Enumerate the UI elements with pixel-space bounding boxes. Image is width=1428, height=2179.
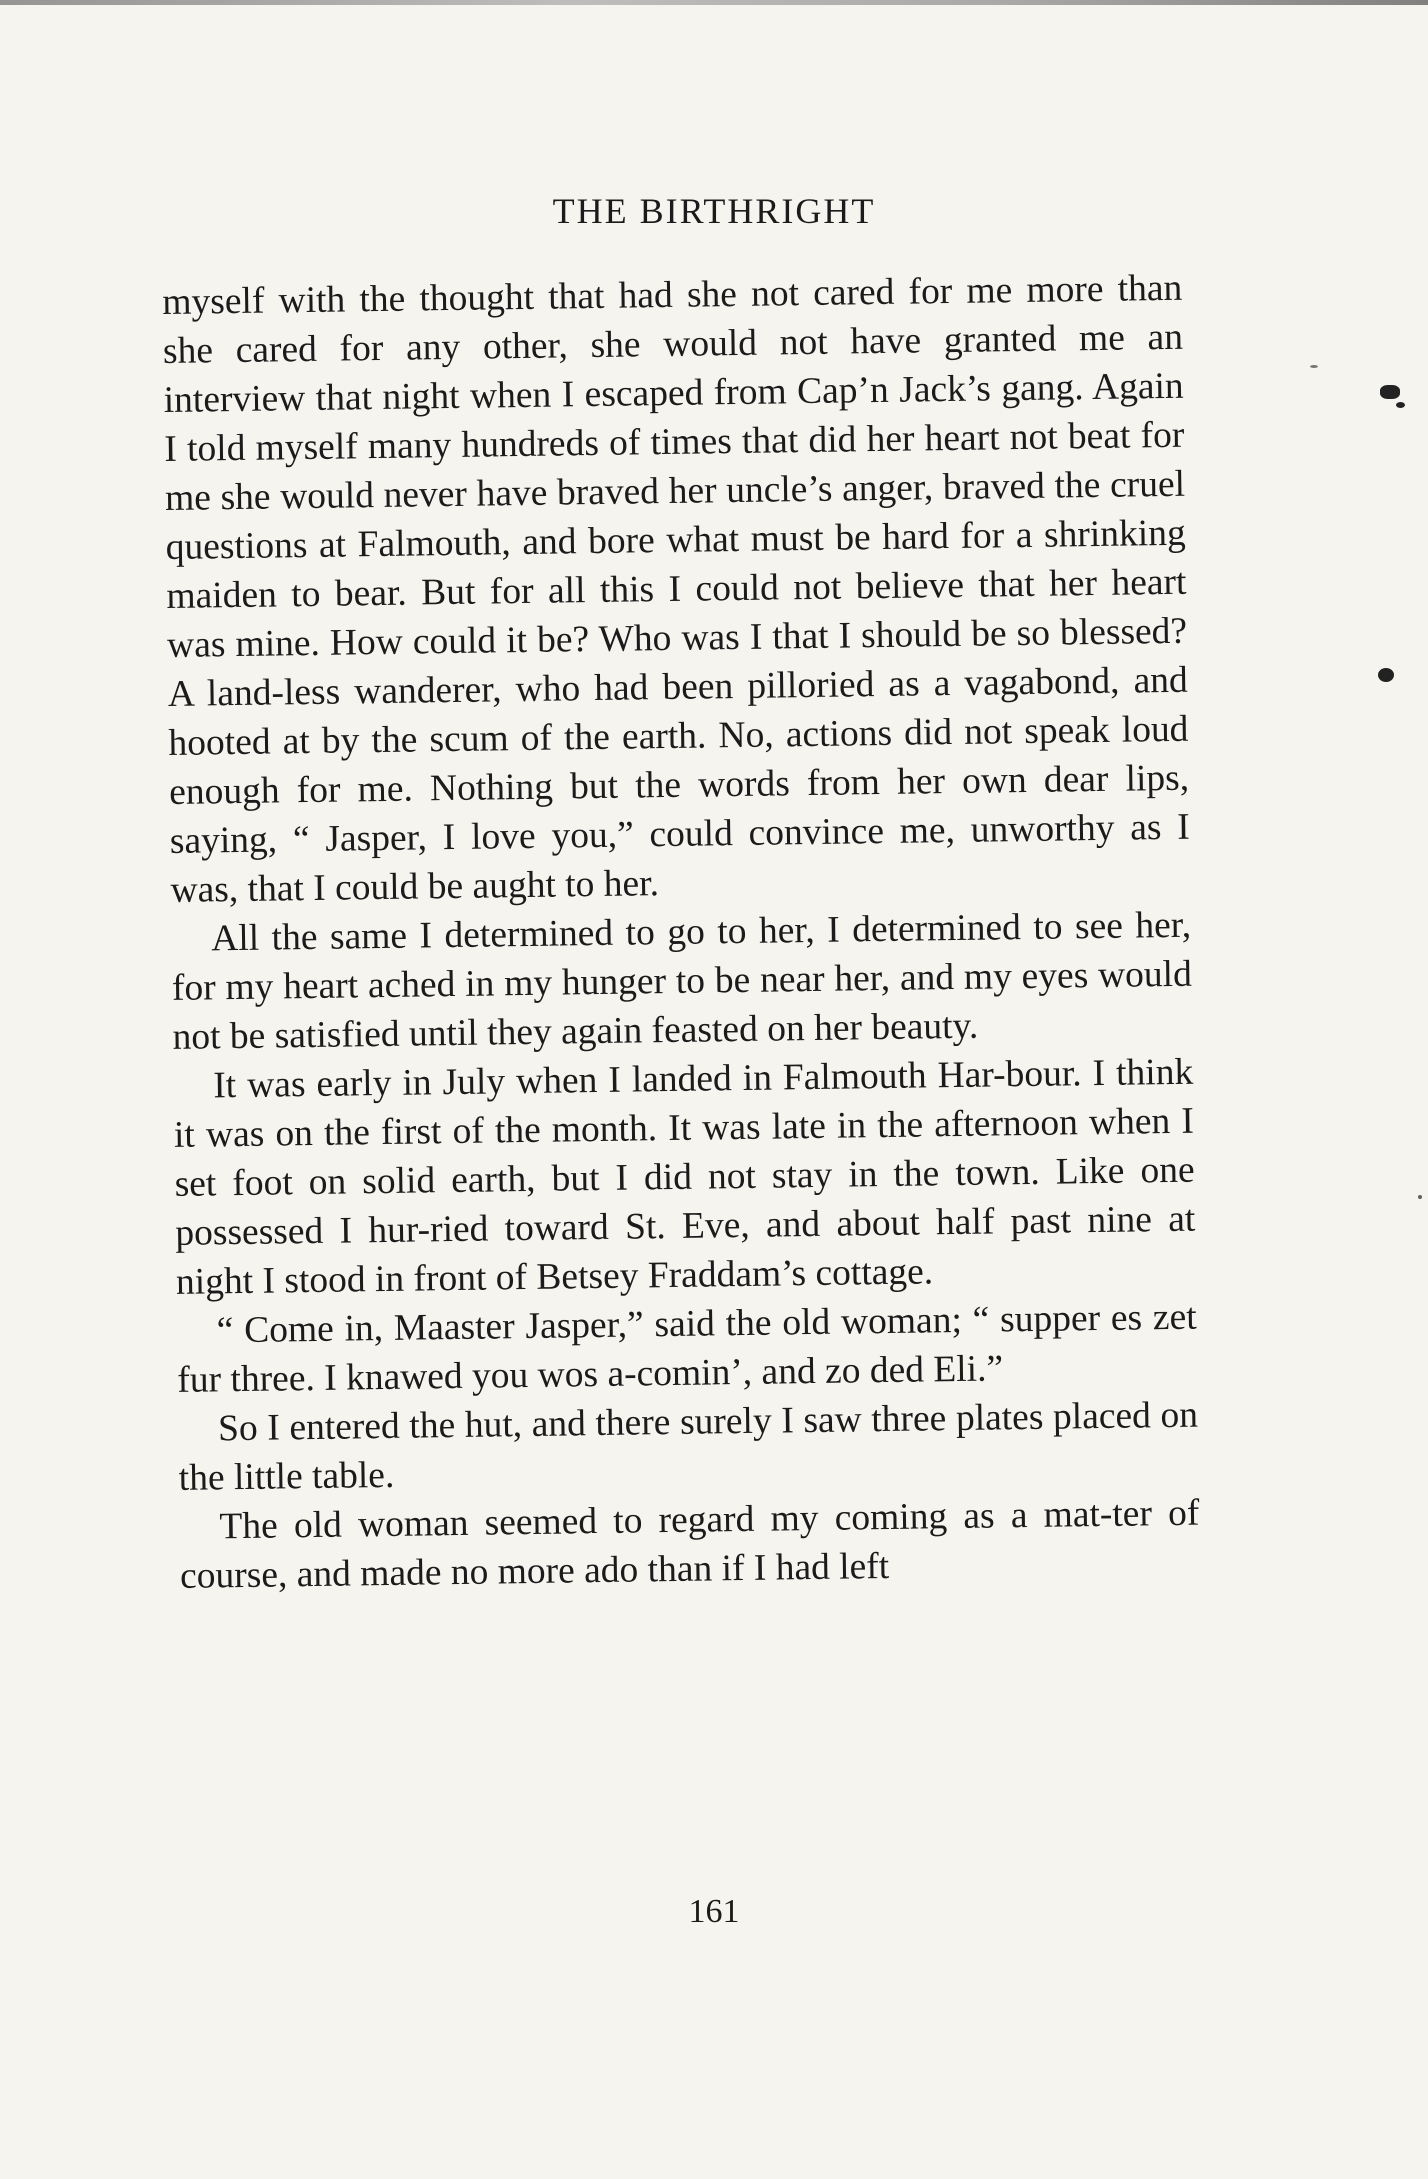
page-number: 161 <box>688 1893 740 1930</box>
paragraph-2: All the same I determined to go to her, I determined to see her, for my heart ached in my hunger to be near her, and my eyes would not be satisfied until they again feasted on her beauty. <box>171 904 1193 1058</box>
body-text <box>162 264 1200 1601</box>
paragraph-3: It was early in July when I landed in Falmouth Har-bour. I think it was on the first of the month. It was late in the afternoon when I set foot on solid earth, but I did not stay in the town. Like one possessed I hur-ried toward St. Eve, and about half past nine at night I stood in front of Betsey Fraddam’s cottage. <box>173 1051 1196 1303</box>
running-header: THE BIRTHRIGHT <box>552 191 876 231</box>
paragraph-1: myself with the thought that had she not cared for me more than she cared for any other, she would not have granted me an interview that night when I escaped from Cap’n Jack’s gang. Again I told myself many hundreds of times that did her heart not beat for me she would never have braved her uncle’s anger, braved the cruel questions at Falmouth, and bore what must be hard for a shrinking maiden to bear. But for all this I could not believe that her heart was mine. How could it be? Who was I that I should be so blessed? A land-less wanderer, who had been pilloried as a vagabond, and hooted at by the scum of the earth. No, actions did not speak loud enough for me. Nothing but the words from her own dear lips, saying, “ Jasper, I love you,” could convince me, unworthy as I was, that I could be aught to her. <box>162 267 1191 911</box>
ink-speck <box>1310 365 1318 368</box>
ink-speck <box>1380 385 1400 399</box>
paragraph-5: So I entered the hut, and there surely I saw three plates placed on the little table. <box>178 1394 1199 1499</box>
ink-speck <box>1418 1195 1422 1199</box>
ink-speck <box>1378 668 1394 682</box>
paragraph-4: “ Come in, Maaster Jasper,” said the old woman; “ supper es zet fur three. I knawed you wos a-comin’, and zo ded Eli.” <box>177 1296 1197 1401</box>
paragraph-6: The old woman seemed to regard my coming as a mat-ter of course, and made no more ado than if I had left <box>179 1492 1200 1597</box>
scan-edge <box>0 0 1428 5</box>
ink-speck <box>1396 402 1405 408</box>
